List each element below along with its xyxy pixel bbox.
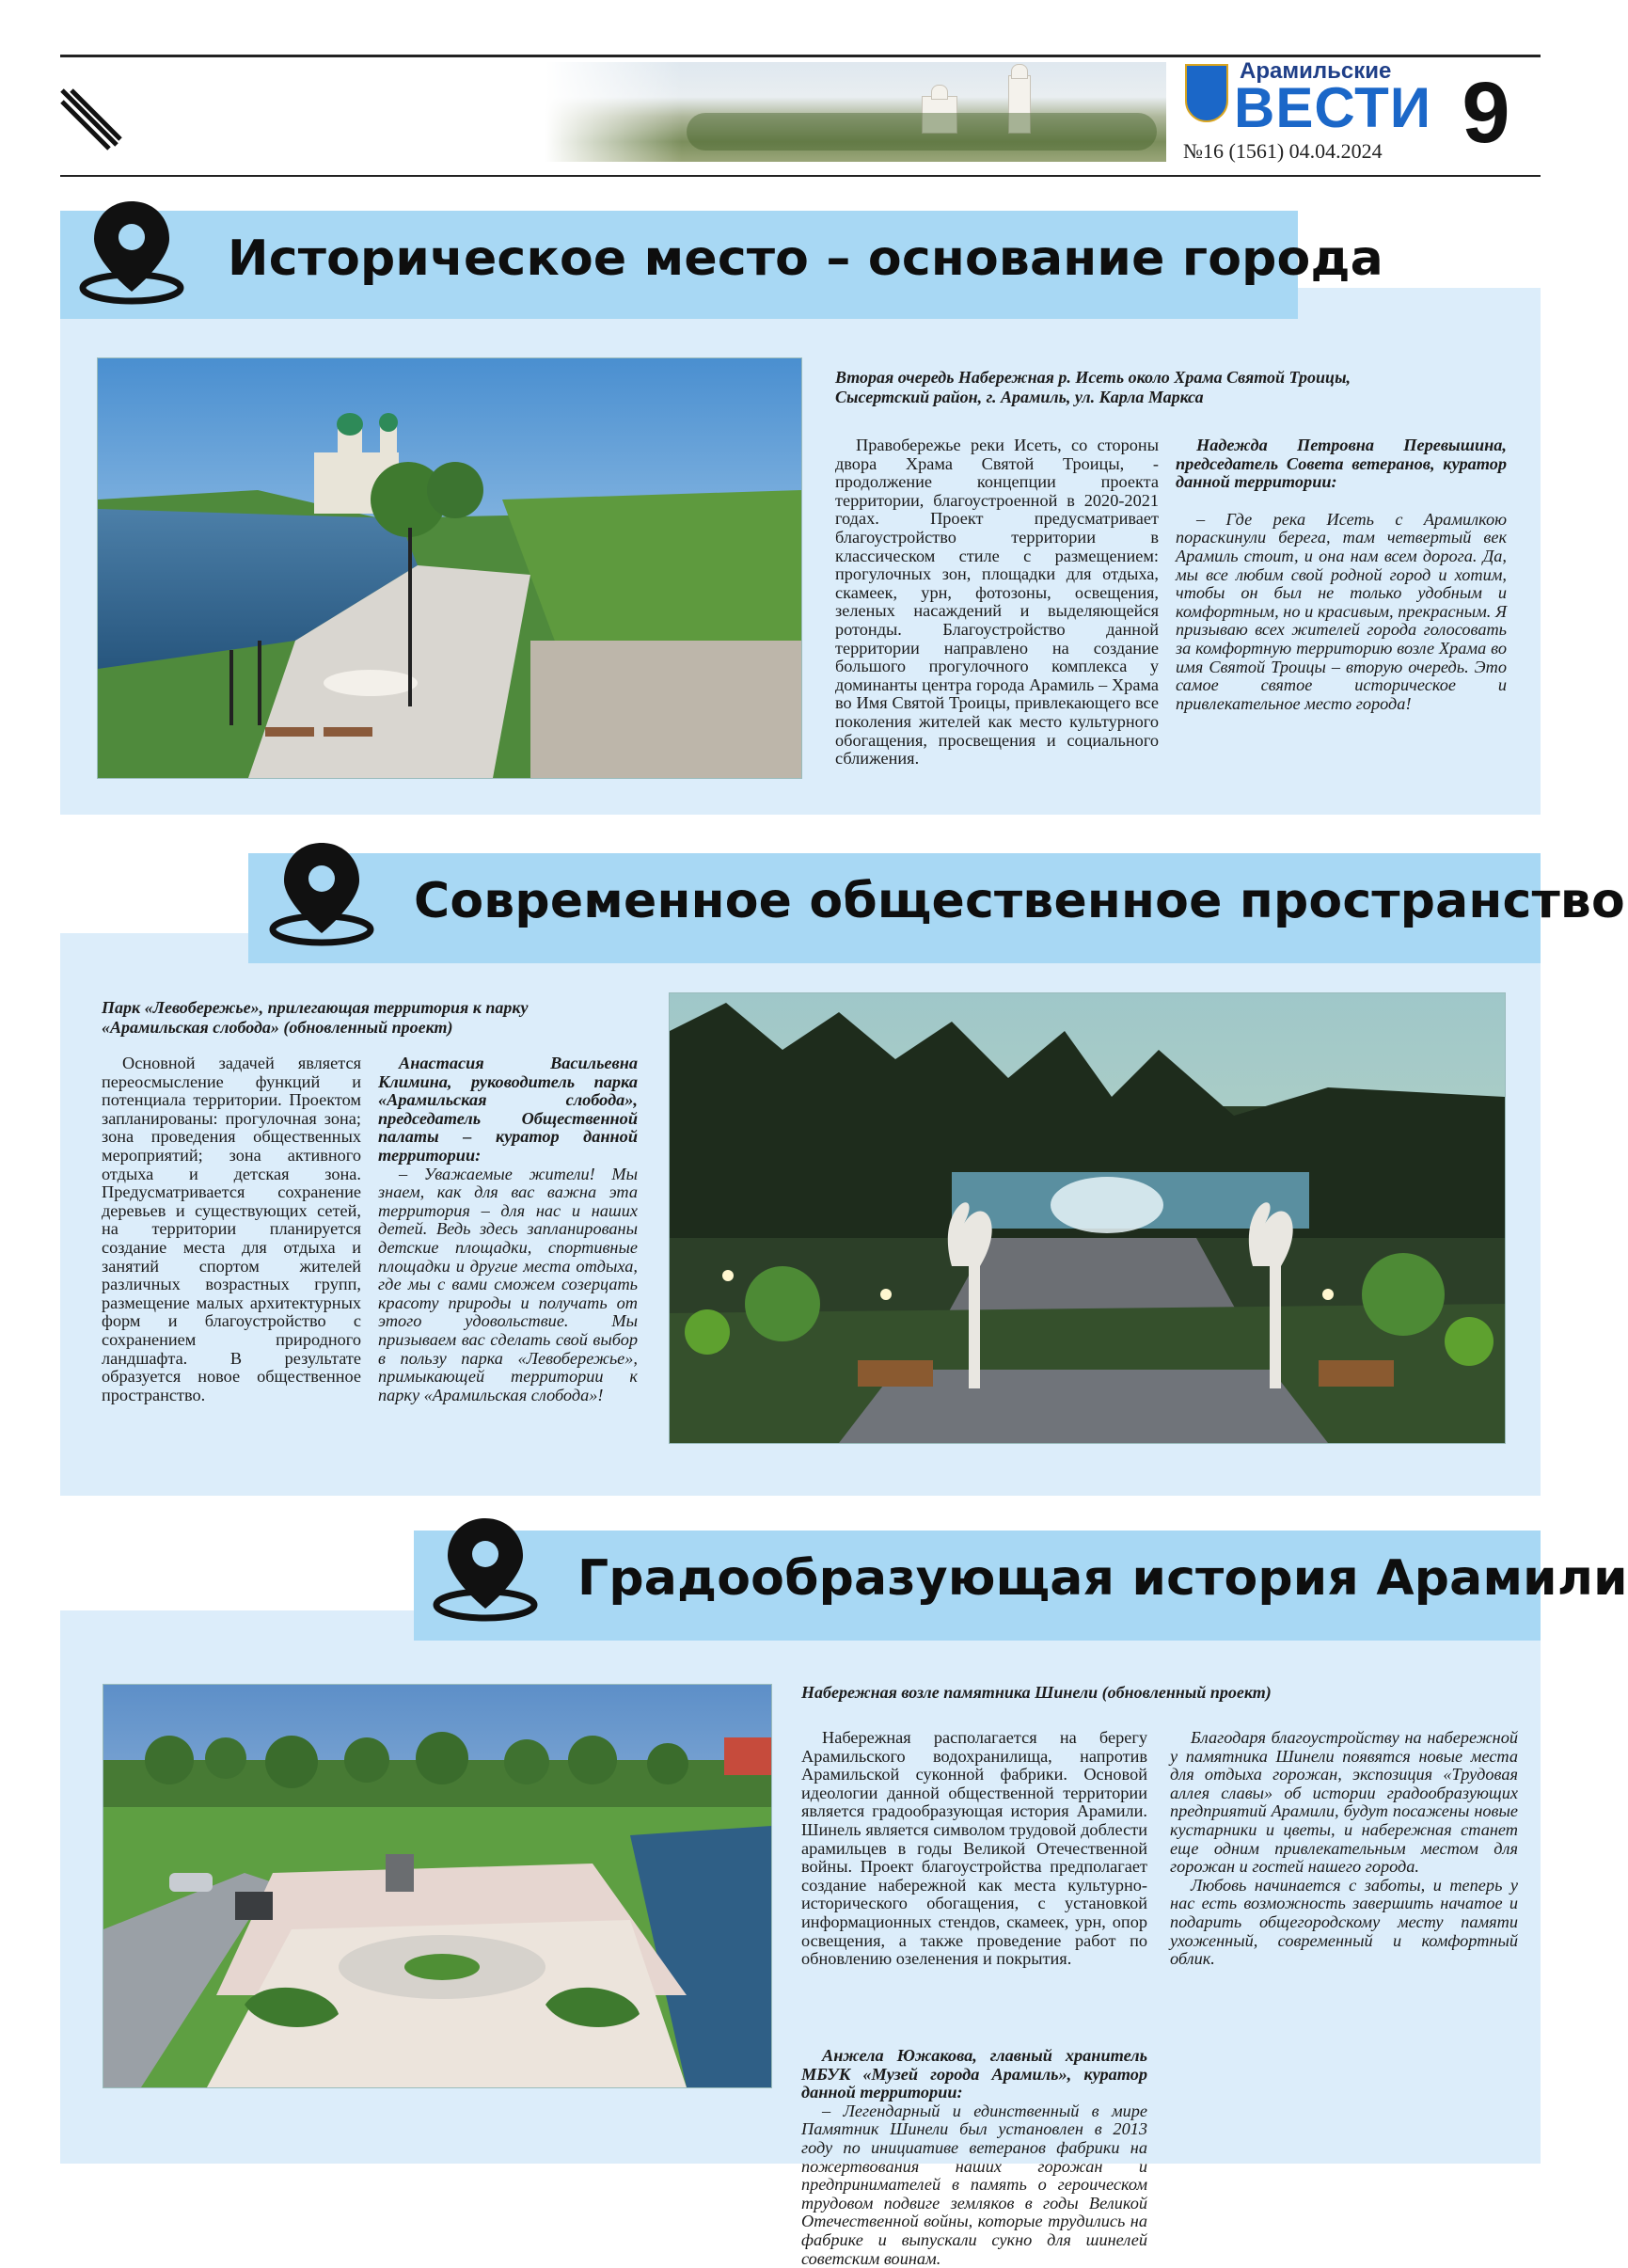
section3-body-paragraph: Набережная располагается на берегу Арамильского водохранилища, напротив Арамильской суконной фабрики. Основой идеологии данной общественной территории является градообразующая история Арамили. Шинель является символом трудовой доблести арамильцев в годы Великой Отечественной войны. Проект благоустройства предполагает создание набережной как места культурно-исторического обогащения, с установкой информационных стендов, скамеек, урн, опор освещения, а также проведение работ по обновлению озеленения и покрытия. <box>801 1728 1147 1969</box>
issue-info: №16 (1561) 04.04.2024 <box>1183 139 1383 163</box>
section1-quote-author: Надежда Петровна Перевышина, председатель Совета ветеранов, куратор данной территории: <box>1176 436 1507 492</box>
section1-body-text <box>835 436 1159 769</box>
section1-quote <box>1176 436 1507 713</box>
section2-caption: Парк «Левобережье», прилегающая территория к парку «Арамильская слобода» (обновленный проект) <box>102 998 529 1037</box>
section2-quote-text: – Уважаемые жители! Мы знаем, как для вас важна эта территория – для нас и наших детей. Ведь здесь запланированы детские площадки, спортивные площадки и другие места отдыха, где мы с вами сможем созерцать красоту природы и получать от этого удовольствие. Мы призываем вас сделать свой выбор в пользу парка «Левобережье», примыкающей территории к парку «Арамильская слобода»! <box>378 1164 638 1404</box>
header-bottom-rule <box>60 175 1541 177</box>
section3-quote-start <box>801 2046 1147 2268</box>
location-pin-icon <box>429 1511 542 1624</box>
section2-title: Современное общественное пространство <box>414 873 1625 929</box>
section3-quote-text-3: Любовь начинается с заботы, и теперь у нас есть возможность завершить начатое и подарить общегородскому месту памяти ухоженный, современный и комфортный облик. <box>1170 1875 1518 1969</box>
section1-rendering-photo <box>97 357 802 779</box>
decorative-slashes-icon <box>58 87 124 149</box>
section3-title: Градообразующая история Арамили <box>577 1550 1628 1607</box>
section2-body-paragraph: Основной задачей является переосмысление функций и потенциала территории. Проектом запланированы: прогулочная зона; зона проведения общественных мероприятий; зона активного отдыха и детская зона. Предусматривается сохранение деревьев и существующих сетей, на территории планируется создание места для отдыха и занятий спортом жителей различных возрастных групп, размещение малых архитектурных форм и благоустройство с сохранением природного ландшафта. В результате образуется новое общественное пространство. <box>102 1054 361 1404</box>
section1-body-paragraph: Правобережье реки Исеть, со стороны двора Храма Святой Троицы, - продолжение концепции проекта территории, благоустроенной в 2020-2021 годах. Проект предусматривает благоустройство территории в классическом стиле с размещением: прогулочных зон, площадки для отдыха, скамеек, урн, фотозоны, освещения, зеленых насаждений и выделяющейся ротонды. Благоустройство данной территории направлено на создание большого прогулочного комплекса у доминанты центра города Арамиль – Храма во Имя Святой Троицы, привлекающего все поколения жителей как место культурного обогащения, просвещения и социального сближения. <box>835 436 1159 769</box>
section1-panel-top <box>1298 288 1541 316</box>
section3-body-text <box>801 1729 1147 1969</box>
header-town-photo <box>545 62 1166 162</box>
section1-caption: Вторая очередь Набережная р. Исеть около Храма Святой Троицы, Сысертский район, г. Арамиль, ул. Карла Маркса <box>835 368 1351 406</box>
section3-embankment-rendering-photo <box>103 1684 772 2088</box>
section1-quote-text: – Где река Исеть с Арамилкою пораскинули берега, там четвертый век Арамиль стоит, и она нам всем дорога. Да, мы все любим свой родной город и хотим, чтобы он был не только удобным и комфортным, но и красивым, прекрасным. Я призываю всех жителей города голосовать за комфортную территорию возле Храма во имя Святой Троицы – вторую очередь. Это самое святое историческое и привлекательное место города! <box>1176 509 1507 713</box>
logo-subtitle: Арамильские <box>1240 58 1392 84</box>
page-number: 9 <box>1462 65 1510 161</box>
section1-title: Историческое место – основание города <box>228 230 1383 287</box>
section3-quote-continuation <box>1170 1729 1518 1969</box>
section2-park-rendering-photo <box>669 992 1506 1444</box>
section3-quote-text-2: Благодаря благоустройству на набережной у памятника Шинели появятся новые места для отдыха горожан, экспозиция «Трудовая аллея славы» об истории градообразующих предприятий Арамили, будут посажены новые кустарники и цветы, и набережная станет еще одним привлекательным местом для горожан и гостей нашего города. <box>1170 1728 1518 1877</box>
section3-quote-text-1: – Легендарный и единственный в мире Памятник Шинели был установлен в 2013 году по инициативе ветеранов фабрики на пожертвования наших горожан и предпринимателей в память о героическом трудовом подвиге земляков в годы Великой Отечественной войны, которые трудились на фабрике и выпускали сукно для шинелей советским воинам. <box>801 2101 1147 2268</box>
location-pin-icon <box>75 194 188 307</box>
section2-body-text <box>102 1055 361 1404</box>
section2-quote <box>378 1055 638 1404</box>
logo-title: ВЕСТИ <box>1234 76 1431 139</box>
section2-quote-author: Анастасия Васильевна Климина, руководитель парка «Арамильская слобода», председатель Общественной палаты – куратор данной территории: <box>378 1054 638 1165</box>
section3-quote-author: Анжела Южакова, главный хранитель МБУК «Музей города Арамиль», куратор данной территории: <box>801 2046 1147 2102</box>
town-crest-icon <box>1185 64 1228 122</box>
section3-caption: Набережная возле памятника Шинели (обновленный проект) <box>801 1683 1272 1702</box>
newspaper-logo <box>1183 58 1431 164</box>
header-top-rule <box>60 55 1541 57</box>
location-pin-icon <box>265 835 378 948</box>
